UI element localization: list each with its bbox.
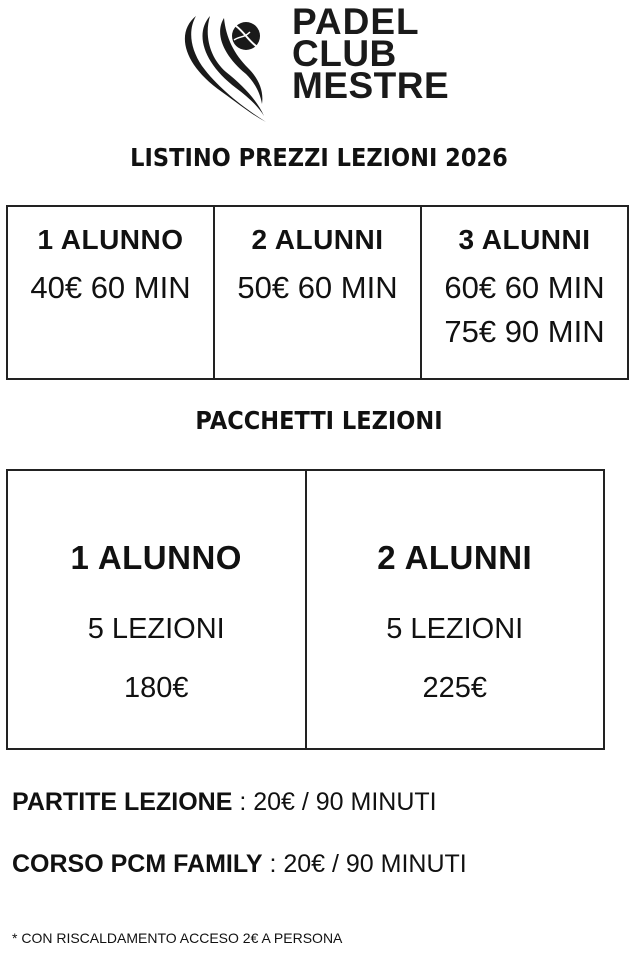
package-price: 225€ [422, 672, 487, 704]
padel-club-logo-icon [174, 12, 270, 124]
price-table [6, 205, 629, 380]
price-line: 75€ 90 MIN [444, 314, 605, 349]
price-list-title: LISTINO PREZZI LEZIONI 2026 [130, 143, 508, 172]
partite-lezione-row [12, 788, 437, 817]
package-heading: 2 ALUNNI [377, 539, 533, 576]
package-column-2-alunni [305, 471, 604, 748]
price-column-2-alunni [213, 207, 420, 378]
price-line: 50€ 60 MIN [237, 270, 398, 305]
club-name-line-1: PADEL [292, 1, 420, 42]
package-column-1-alunno [8, 471, 305, 748]
price-column-1-alunno [8, 207, 213, 378]
corso-family-value: : 20€ / 90 MINUTI [269, 850, 467, 878]
package-heading: 1 ALUNNO [70, 539, 242, 576]
heating-footnote: * CON RISCALDAMENTO ACCESO 2€ A PERSONA [12, 930, 343, 946]
price-column-3-alunni [420, 207, 627, 378]
package-lessons: 5 LEZIONI [87, 613, 225, 645]
price-line: 40€ 60 MIN [30, 270, 191, 305]
corso-family-row [12, 850, 467, 879]
package-lessons: 5 LEZIONI [386, 613, 524, 645]
club-name-line-2: CLUB [292, 33, 397, 74]
package-price: 180€ [123, 672, 189, 704]
price-column-heading: 2 ALUNNI [251, 224, 384, 255]
packages-title: PACCHETTI LEZIONI [195, 406, 443, 435]
packages-table [6, 469, 605, 750]
corso-family-label: CORSO PCM FAMILY [12, 850, 263, 878]
price-line: 60€ 60 MIN [444, 270, 605, 305]
price-column-heading: 1 ALUNNO [37, 224, 184, 255]
club-name-line-3: MESTRE [292, 65, 450, 106]
partite-lezione-value: : 20€ / 90 MINUTI [239, 788, 437, 816]
partite-lezione-label: PARTITE LEZIONE [12, 788, 233, 816]
price-column-heading: 3 ALUNNI [458, 224, 591, 255]
club-name [292, 1, 450, 106]
